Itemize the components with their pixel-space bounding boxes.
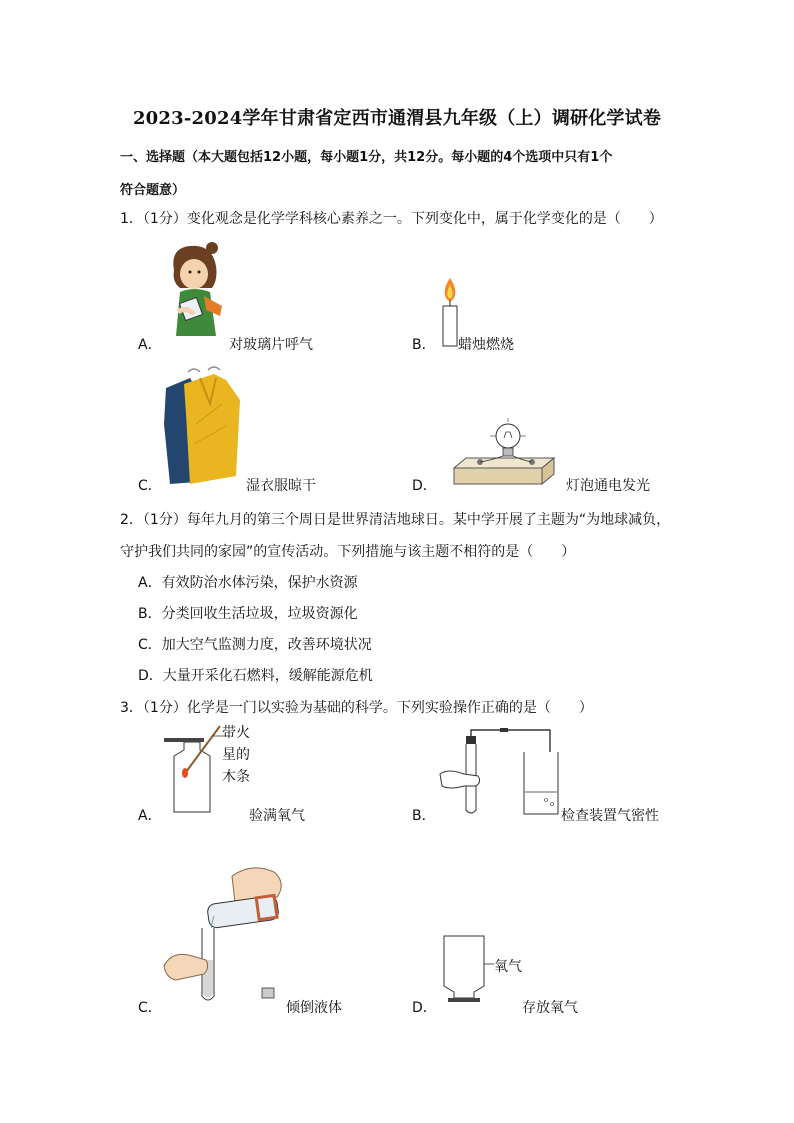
section-header-line1: 一、选择题（本大题包括12小题，每小题1分，共12分。每小题的4个选项中只有1个 — [120, 150, 613, 165]
q3-option-b-text: 检查装置气密性 — [561, 808, 659, 824]
q2-option-b: B．分类回收生活垃圾，垃圾资源化 — [138, 606, 358, 622]
q3-option-d-text: 存放氧气 — [522, 1000, 578, 1016]
page-title: 2023-2024学年甘肃省定西市通渭县九年级（上）调研化学试卷 — [132, 108, 662, 129]
q1-option-b-letter: B． — [412, 337, 436, 353]
splint-label-line2: 星的 — [222, 747, 250, 763]
question-2-stem-line2: 守护我们共同的家园”的宣传活动。下列措施与该主题不相符的是（ ） — [120, 544, 576, 560]
q1-option-d-letter: D． — [412, 478, 437, 494]
airtightness-check-illustration — [438, 730, 560, 822]
q2-option-a: A．有效防治水体污染，保护水资源 — [138, 575, 358, 591]
q1-option-a-text: 对玻璃片呼气 — [229, 337, 313, 353]
question-1-stem: 1．（1分）变化观念是化学学科核心素养之一。下列变化中，属于化学变化的是（ ） — [120, 211, 663, 227]
q1-option-c-text: 湿衣服晾干 — [246, 478, 316, 494]
section-header-line2: 符合题意） — [120, 183, 186, 198]
q1-option-a-letter: A． — [138, 337, 162, 353]
question-2-stem-line1: 2．（1分）每年九月的第三个周日是世界清洁地球日。某中学开展了主题为“为地球减负， — [120, 512, 671, 528]
oxygen-bottle-splint-illustration — [160, 724, 230, 818]
drying-clothes-illustration — [160, 364, 244, 488]
splint-label-line1: 带火 — [222, 725, 250, 741]
q1-option-d-text: 灯泡通电发光 — [566, 478, 650, 494]
pouring-liquid-illustration — [162, 856, 292, 1006]
light-bulb-circuit-illustration — [452, 420, 556, 490]
burning-candle-illustration — [440, 276, 460, 350]
splint-label — [222, 722, 250, 788]
storing-oxygen-illustration — [440, 934, 500, 1010]
q3-option-c-text: 倾倒液体 — [286, 1000, 342, 1016]
q3-option-b-letter: B． — [412, 808, 436, 824]
q2-option-d: D．大量开采化石燃料，缓解能源危机 — [138, 668, 373, 684]
q3-option-a-text: 验满氧气 — [249, 808, 305, 824]
q3-option-c-letter: C． — [138, 1000, 162, 1016]
q2-option-c: C．加大空气监测力度，改善环境状况 — [138, 637, 372, 653]
question-3-stem: 3．（1分）化学是一门以实验为基础的科学。下列实验操作正确的是（ ） — [120, 700, 593, 716]
q1-option-c-letter: C． — [138, 478, 162, 494]
splint-label-line3: 木条 — [222, 769, 250, 785]
q3-option-d-letter: D． — [412, 1000, 437, 1016]
q3-option-a-letter: A． — [138, 808, 162, 824]
q1-option-b-text: 蜡烛燃烧 — [458, 337, 514, 353]
girl-breathing-illustration — [160, 240, 228, 340]
oxygen-label: 氧气 — [494, 959, 522, 975]
